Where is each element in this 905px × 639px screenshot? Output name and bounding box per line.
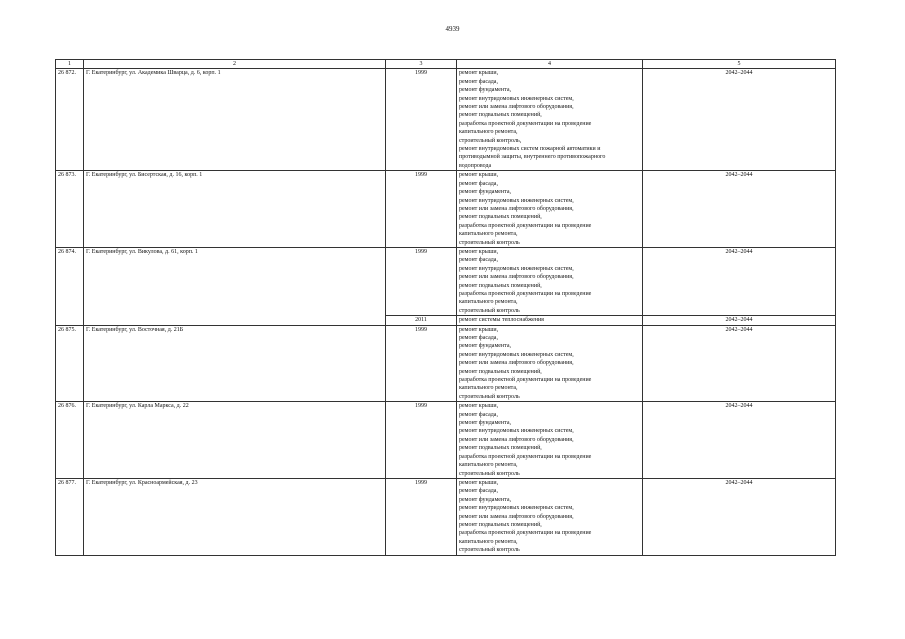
building-address: Г. Екатеринбург, ул. Красноармейская, д. 23 xyxy=(84,478,386,555)
work-item: ремонт внутридомовых инженерных систем, xyxy=(459,505,574,512)
work-item: ремонт крыши, xyxy=(459,403,499,410)
table-row xyxy=(56,478,836,555)
column-header: 5 xyxy=(643,60,836,69)
work-item: разработка проектной документации на проведение xyxy=(459,377,592,384)
work-item: ремонт фасада, xyxy=(459,180,498,187)
work-item: ремонт подвальных помещений, xyxy=(459,368,542,375)
work-item: строительный контроль xyxy=(459,239,520,246)
work-item: капитального ремонта, xyxy=(459,462,518,469)
work-item: ремонт или замена лифтового оборудования, xyxy=(459,274,574,281)
work-item: ремонт внутридомовых инженерных систем, xyxy=(459,95,574,102)
period-cell: 2042–2044 xyxy=(643,247,836,315)
year-cell: 1999 xyxy=(386,402,457,479)
work-item: ремонт подвальных помещений, xyxy=(459,112,542,119)
work-item: противодымной защиты, внутреннего противопожарного xyxy=(459,154,606,161)
work-item: ремонт внутридомовых инженерных систем, xyxy=(459,428,574,435)
work-item: ремонт фасада, xyxy=(459,78,498,85)
work-item: ремонт фасада, xyxy=(459,257,498,264)
repair-schedule-table xyxy=(55,59,836,556)
works-list xyxy=(457,171,643,248)
work-item: ремонт фундамента, xyxy=(459,420,511,427)
work-item: ремонт фундамента, xyxy=(459,496,511,503)
work-item: разработка проектной документации на проведение xyxy=(459,453,592,460)
year-cell: 1999 xyxy=(386,247,457,315)
work-item: ремонт фасада, xyxy=(459,411,498,418)
works-list xyxy=(457,69,643,171)
works-list xyxy=(457,316,643,325)
table-row xyxy=(56,69,836,171)
work-item: строительный контроль xyxy=(459,547,520,554)
works-list xyxy=(457,478,643,555)
work-item: ремонт или замена лифтового оборудования, xyxy=(459,205,574,212)
row-number: 26 876. xyxy=(56,402,84,479)
table-row xyxy=(56,171,836,248)
work-item: капитального ремонта, xyxy=(459,299,518,306)
work-item: строительный контроль xyxy=(459,307,520,314)
period-cell: 2042–2044 xyxy=(643,316,836,325)
work-item: ремонт или замена лифтового оборудования, xyxy=(459,104,574,111)
page-number: 4939 xyxy=(445,25,460,33)
period-cell: 2042–2044 xyxy=(643,69,836,171)
row-number: 26 873. xyxy=(56,171,84,248)
table-row xyxy=(56,402,836,479)
work-item: строительный контроль, xyxy=(459,137,522,144)
work-item: ремонт или замена лифтового оборудования, xyxy=(459,513,574,520)
table-row xyxy=(56,247,836,315)
work-item: капитального ремонта, xyxy=(459,231,518,238)
work-item: ремонт крыши, xyxy=(459,326,499,333)
work-item: ремонт крыши, xyxy=(459,70,499,77)
work-item: разработка проектной документации на проведение xyxy=(459,530,592,537)
column-header: 2 xyxy=(84,60,386,69)
work-item: ремонт внутридомовых инженерных систем, xyxy=(459,351,574,358)
year-cell: 1999 xyxy=(386,325,457,402)
work-item: строительный контроль xyxy=(459,393,520,400)
work-item: ремонт фундамента, xyxy=(459,343,511,350)
work-item: ремонт подвальных помещений, xyxy=(459,521,542,528)
work-item: ремонт или замена лифтового оборудования, xyxy=(459,360,574,367)
column-header: 3 xyxy=(386,60,457,69)
works-list xyxy=(457,247,643,315)
work-item: ремонт крыши, xyxy=(459,479,499,486)
work-item: разработка проектной документации на проведение xyxy=(459,120,592,127)
row-number: 26 874. xyxy=(56,247,84,325)
year-cell: 1999 xyxy=(386,171,457,248)
work-item: ремонт внутридомовых инженерных систем, xyxy=(459,197,574,204)
column-header: 4 xyxy=(457,60,643,69)
work-item: ремонт внутридомовых систем пожарной автоматики и xyxy=(459,146,601,153)
building-address: Г. Екатеринбург, ул. Бисертская, д. 16, корп. 1 xyxy=(84,171,386,248)
work-item: капитального ремонта, xyxy=(459,129,518,136)
work-item: разработка проектной документации на проведение xyxy=(459,222,592,229)
work-item: строительный контроль xyxy=(459,470,520,477)
work-item: ремонт системы теплоснабжения xyxy=(459,317,544,324)
period-cell: 2042–2044 xyxy=(643,478,836,555)
work-item: ремонт или замена лифтового оборудования, xyxy=(459,436,574,443)
work-item: ремонт крыши, xyxy=(459,248,499,255)
row-number: 26 875. xyxy=(56,325,84,402)
work-item: ремонт крыши, xyxy=(459,172,499,179)
year-cell: 1999 xyxy=(386,478,457,555)
work-item: ремонт фундамента, xyxy=(459,87,511,94)
row-number: 26 877. xyxy=(56,478,84,555)
work-item: разработка проектной документации на проведение xyxy=(459,290,592,297)
work-item: капитального ремонта, xyxy=(459,385,518,392)
period-cell: 2042–2044 xyxy=(643,402,836,479)
work-item: ремонт подвальных помещений, xyxy=(459,214,542,221)
row-number: 26 872. xyxy=(56,69,84,171)
year-cell: 2011 xyxy=(386,316,457,325)
table-row xyxy=(56,325,836,402)
works-list xyxy=(457,402,643,479)
work-item: ремонт подвальных помещений, xyxy=(459,282,542,289)
work-item: ремонт фундамента, xyxy=(459,189,511,196)
work-item: ремонт подвальных помещений, xyxy=(459,445,542,452)
work-item: ремонт фасада, xyxy=(459,335,498,341)
works-list xyxy=(457,325,643,402)
work-item: ремонт внутридомовых инженерных систем, xyxy=(459,265,574,272)
column-header: 1 xyxy=(56,60,84,69)
work-item: водопровода xyxy=(459,162,492,169)
column-number-header-row xyxy=(56,60,836,69)
building-address: Г. Екатеринбург, ул. Восточная, д. 21Б xyxy=(84,325,386,402)
building-address: Г. Екатеринбург, ул. Викулова, д. 61, корп. 1 xyxy=(84,247,386,325)
period-cell: 2042–2044 xyxy=(643,325,836,402)
period-cell: 2042–2044 xyxy=(643,171,836,248)
building-address: Г. Екатеринбург, ул. Академика Шварца, д. 6, корп. 1 xyxy=(84,69,386,171)
year-cell: 1999 xyxy=(386,69,457,171)
building-address: Г. Екатеринбург, ул. Карла Маркса, д. 22 xyxy=(84,402,386,479)
work-item: капитального ремонта, xyxy=(459,538,518,545)
work-item: ремонт фасада, xyxy=(459,488,498,495)
